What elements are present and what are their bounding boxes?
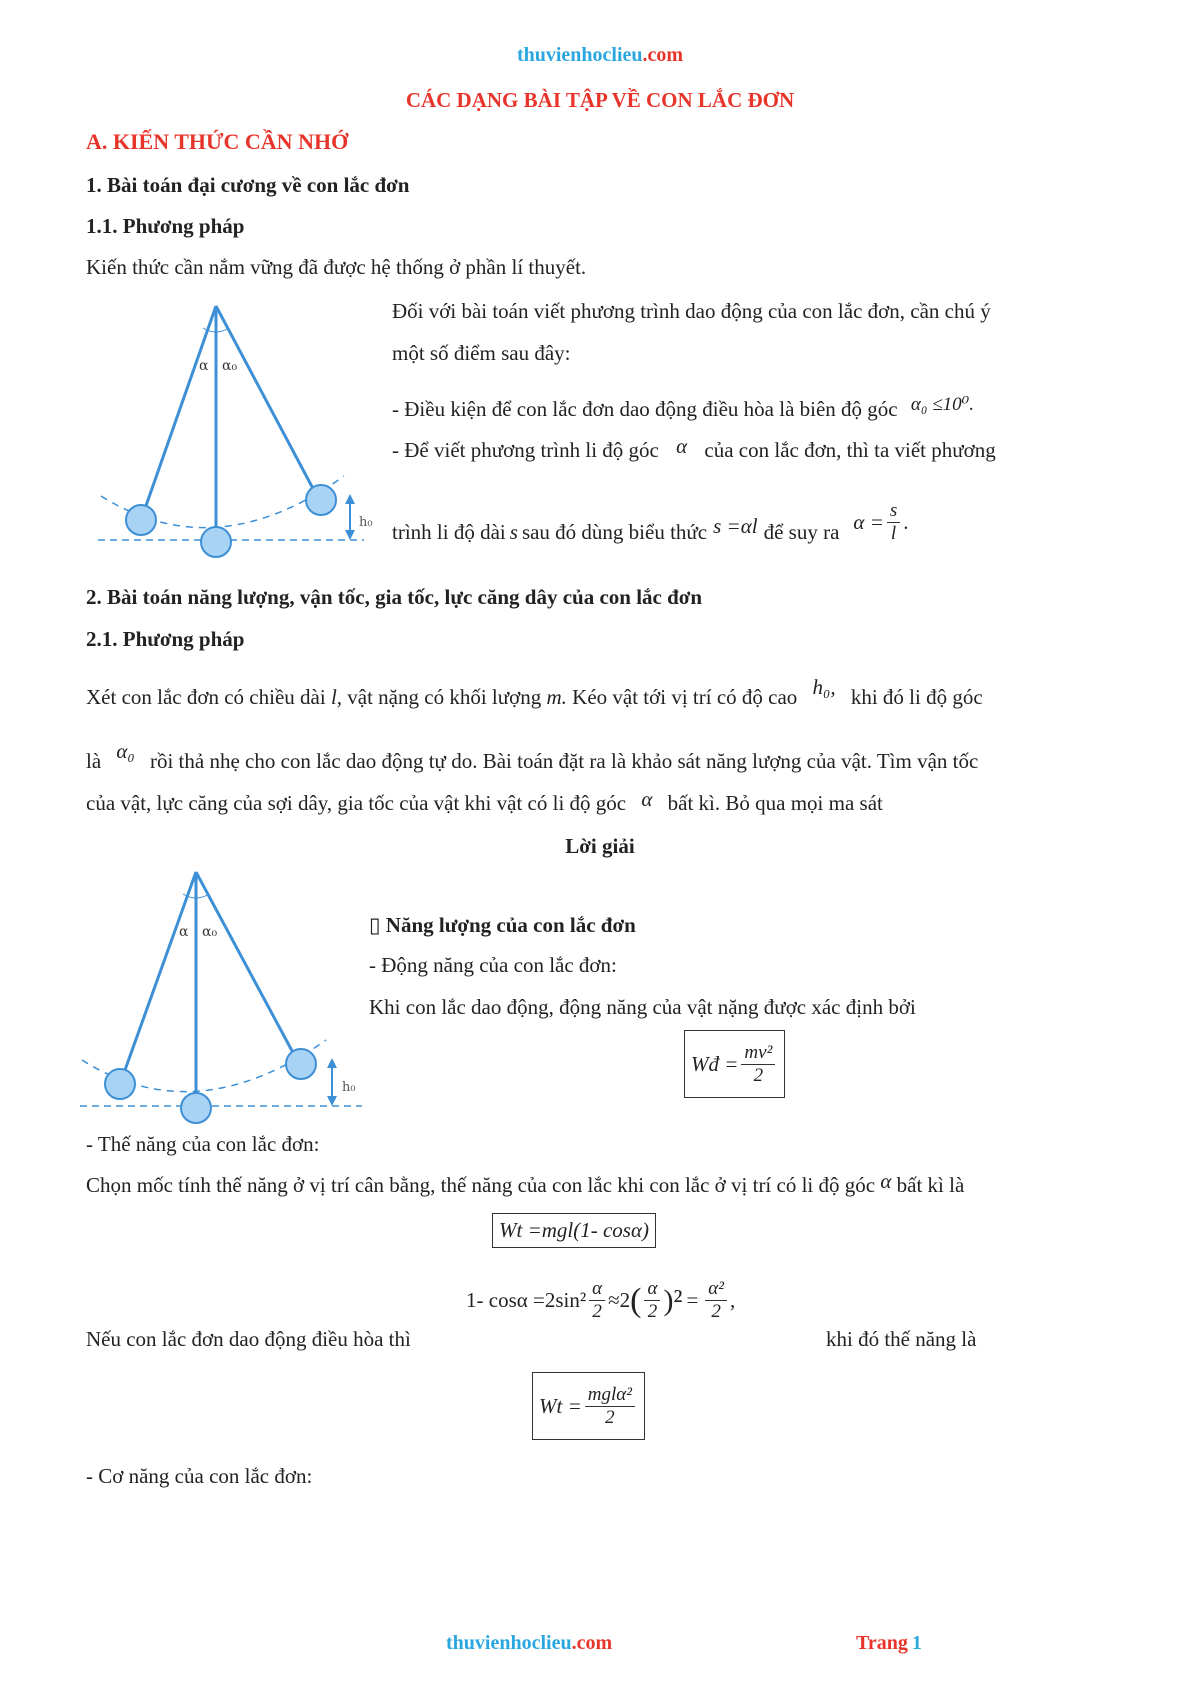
page-number xyxy=(856,1632,922,1655)
p3-text-b: bất kì. Bỏ qua mọi ma sát xyxy=(667,791,883,815)
p1-l: l, xyxy=(330,685,343,709)
bullet1-text: - Điều kiện để con lắc đơn dao động điều hòa là biên độ góc xyxy=(392,397,898,421)
p1-h0: h₀, xyxy=(812,675,836,699)
line-last-c: để suy ra xyxy=(763,520,840,544)
approx-b: ≈2 xyxy=(608,1288,631,1312)
potential-text: Chọn mốc tính thế năng ở vị trí cân bằng, thế năng của con lắc khi con lắc ở vị trí có li độ góc xyxy=(86,1173,876,1197)
footer-brand-name: thuvienhoclieu xyxy=(446,1632,572,1654)
part1-bullet2 xyxy=(392,434,996,463)
fraction-s-over-l xyxy=(887,500,900,545)
wt2-lhs: Wt = xyxy=(539,1393,582,1418)
potential-text-line xyxy=(86,1169,965,1198)
approx-c: = xyxy=(686,1288,699,1312)
kinetic-text: Khi con lắc dao động, động năng của vật nặng được xác định bởi xyxy=(369,995,916,1019)
approx-frac-2 xyxy=(644,1278,660,1323)
bullet2-text-b: của con lắc đơn, thì ta viết phương xyxy=(704,438,996,462)
part1-heading: 1. Bài toán đại cương về con lắc đơn xyxy=(86,173,410,197)
wt2-num: mglα² xyxy=(585,1384,635,1407)
approx-paren-open: ( xyxy=(630,1281,642,1319)
frac-den: l xyxy=(890,523,897,544)
part2-para-line2 xyxy=(86,739,979,774)
footer-brand-domain: .com xyxy=(571,1632,613,1654)
line-last-s: s xyxy=(509,520,518,544)
approx-f1-num: α xyxy=(589,1278,605,1301)
line-last-a: trình li độ dài xyxy=(392,520,506,544)
approx-a: 1- cosα =2sin² xyxy=(466,1288,587,1312)
approx-comma: , xyxy=(729,1288,736,1312)
part2-para-line3 xyxy=(86,787,883,816)
part2-subheading: 2.1. Phương pháp xyxy=(86,627,245,651)
approx-f2-den: 2 xyxy=(647,1301,658,1322)
wd-num: mv² xyxy=(741,1042,775,1065)
bullet2-alpha: α xyxy=(676,434,688,458)
bullet1-math: α₀ ≤10⁰. xyxy=(910,394,974,415)
part2-para-line1 xyxy=(86,675,983,710)
alpha-label: α xyxy=(199,358,209,374)
p3-alpha: α xyxy=(641,787,653,811)
p1-m: m. xyxy=(546,685,567,709)
alpha0-label: α₀ xyxy=(222,358,238,374)
potential-label: - Thế năng của con lắc đơn: xyxy=(86,1132,320,1156)
wt2-formula-box xyxy=(532,1372,645,1440)
p3-text-a: của vật, lực căng của sợi dây, gia tốc của vật khi vật có li độ góc xyxy=(86,791,627,815)
part1-line-last xyxy=(392,500,909,555)
dot: . xyxy=(903,510,909,534)
kinetic-label: - Động năng của con lắc đơn: xyxy=(369,953,617,977)
approx-f3-den: 2 xyxy=(711,1301,721,1322)
approx-formula xyxy=(466,1278,735,1323)
p1-text-b: vật nặng có khối lượng xyxy=(347,685,542,709)
wt2-fraction xyxy=(585,1384,635,1429)
wt2-den: 2 xyxy=(605,1406,615,1428)
frac-num: s xyxy=(887,500,900,523)
mech-label: - Cơ năng của con lắc đơn: xyxy=(86,1464,313,1488)
potential-end: bất kì là xyxy=(896,1173,965,1197)
pendulum-figure-2 xyxy=(80,868,370,1130)
potential-alpha: α xyxy=(880,1169,892,1193)
wt-formula: Wt =mgl(1- cosα) xyxy=(492,1213,656,1248)
footer-brand xyxy=(446,1632,612,1655)
p2-text-a: là xyxy=(86,749,102,773)
alpha0-label-2: α₀ xyxy=(202,924,218,940)
h0-label-2: h₀ xyxy=(342,1080,356,1095)
p1-text-a: Xét con lắc đơn có chiều dài xyxy=(86,685,326,709)
solution-title: Lời giải xyxy=(565,834,635,858)
part1-intro: Kiến thức cần nắm vững đã được hệ thống ở phần lí thuyết. xyxy=(86,255,587,279)
wd-lhs: Wđ = xyxy=(691,1051,739,1076)
line-last-b: sau đó dùng biểu thức xyxy=(521,520,708,544)
wd-den: 2 xyxy=(753,1064,764,1086)
section-a-heading: A. KIẾN THỨC CẦN NHỚ xyxy=(86,129,349,154)
approx-frac-1 xyxy=(589,1278,605,1323)
part2-heading: 2. Bài toán năng lượng, vận tốc, gia tốc, lực căng dây của con lắc đơn xyxy=(86,585,703,609)
energy-heading: ▯ Năng lượng của con lắc đơn xyxy=(369,913,636,937)
h0-label: h₀ xyxy=(359,515,373,530)
page-number-value: 1 xyxy=(911,1632,922,1654)
expr-alpha: α = xyxy=(853,510,884,534)
alpha-label-2: α xyxy=(179,924,189,940)
page-title: CÁC DẠNG BÀI TẬP VỀ CON LẮC ĐƠN xyxy=(405,88,795,112)
harmonic-end: khi đó thế năng là xyxy=(826,1327,977,1351)
approx-paren-close: )² xyxy=(663,1283,683,1317)
wd-fraction xyxy=(741,1042,775,1087)
p2-text-b: rồi thả nhẹ cho con lắc dao động tự do. Bài toán đặt ra là khảo sát năng lượng của vật. Tìm vận tốc xyxy=(149,749,979,773)
part1-subheading: 1.1. Phương pháp xyxy=(86,214,245,238)
approx-frac-3 xyxy=(705,1278,727,1323)
page-label: Trang xyxy=(856,1632,908,1654)
part1-bullet1 xyxy=(392,396,974,424)
harmonic-text: Nếu con lắc đơn dao động điều hòa thì xyxy=(86,1327,411,1351)
pendulum-figure-1 xyxy=(96,298,386,568)
header-brand xyxy=(0,44,1200,67)
bullet2-text-a: - Để viết phương trình li độ góc xyxy=(392,438,659,462)
p2-alpha0: α₀ xyxy=(116,739,135,763)
p1-text-c: Kéo vật tới vị trí có độ cao xyxy=(572,685,798,709)
brand-domain: .com xyxy=(642,44,684,66)
expr-s: s =αl xyxy=(713,514,758,538)
brand-name: thuvienhoclieu xyxy=(516,44,643,66)
part1-line1: Đối với bài toán viết phương trình dao động của con lắc đơn, cần chú ý xyxy=(392,299,991,323)
approx-f2-num: α xyxy=(644,1278,660,1301)
approx-f1-den: 2 xyxy=(592,1301,602,1322)
part1-line2: một số điểm sau đây: xyxy=(392,341,571,365)
kinetic-formula-box xyxy=(684,1030,785,1098)
potential-formula-box xyxy=(492,1213,656,1248)
p1-text-d: khi đó li độ góc xyxy=(850,685,983,709)
approx-f3-num: α² xyxy=(705,1278,727,1301)
